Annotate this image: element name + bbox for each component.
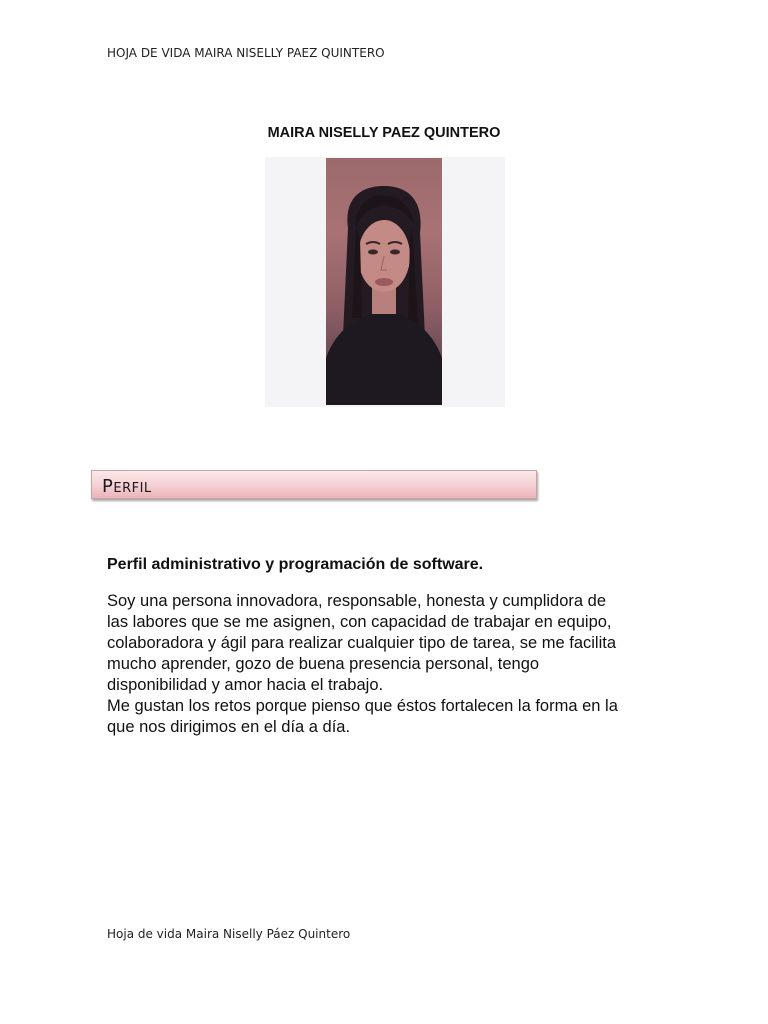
profile-description (107, 591, 677, 738)
profile-subtitle: Perfil administrativo y programación de software. (107, 556, 484, 573)
description-line: Me gustan los retos porque pienso que éstos fortalecen la forma en la (107, 697, 618, 715)
description-line: mucho aprender, gozo de buena presencia personal, tengo (107, 655, 540, 673)
description-line: Soy una persona innovadora, responsable, honesta y cumplidora de (107, 592, 606, 610)
name-title: MAIRA NISELLY PAEZ QUINTERO (267, 125, 501, 141)
profile-photo-illustration (326, 158, 442, 405)
description-line: colaboradora y ágil para realizar cualquier tipo de tarea, se me facilita (107, 634, 617, 652)
description-line: que nos dirigimos en el día a día. (107, 718, 351, 736)
profile-photo (326, 158, 442, 405)
section-header-perfil (91, 470, 537, 499)
page-header: HOJA DE VIDA MAIRA NISELLY PAEZ QUINTERO (107, 46, 385, 60)
description-line: las labores que se me asignen, con capacidad de trabajar en equipo, (107, 613, 612, 631)
page-footer: Hoja de vida Maira Niselly Páez Quintero (107, 927, 351, 941)
section-title: Perfil (102, 476, 152, 497)
description-line: disponibilidad y amor hacia el trabajo. (107, 676, 384, 694)
